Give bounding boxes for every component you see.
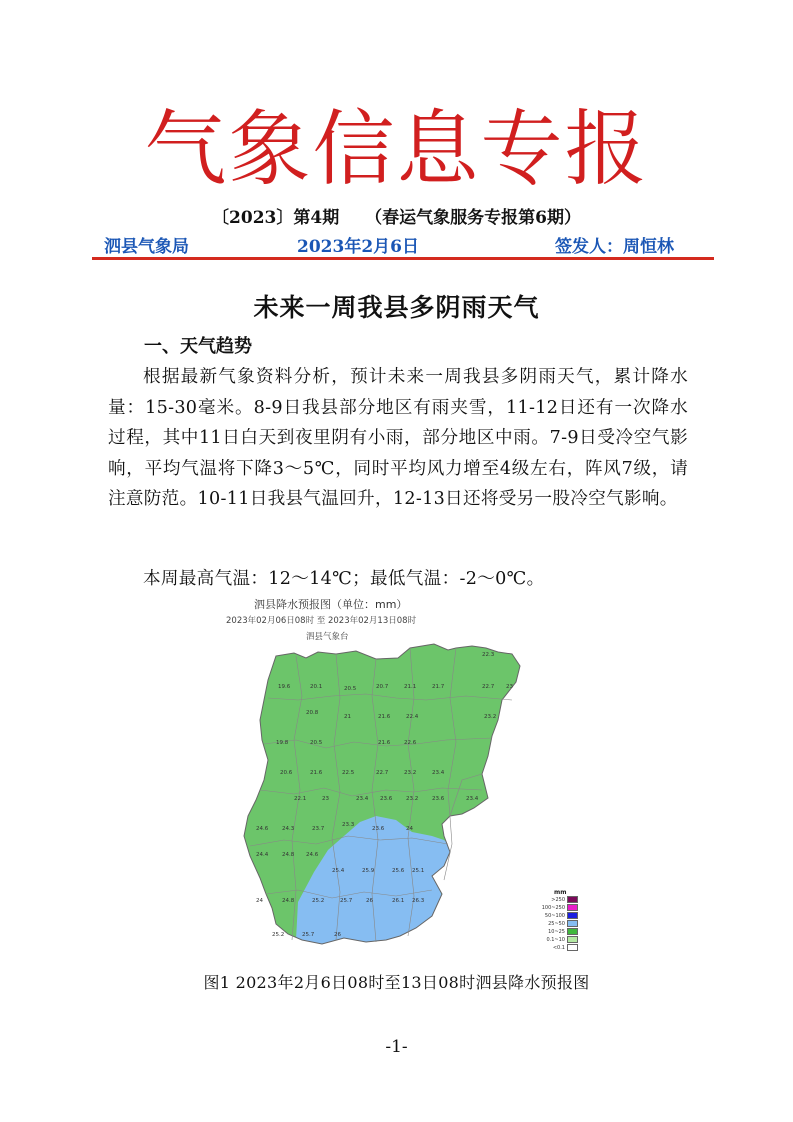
station-value: 20.5: [310, 740, 323, 746]
station-value: 24.3: [282, 826, 295, 832]
station-value: 26: [334, 932, 341, 938]
figure-caption: 图1 2023年2月6日08时至13日08时泗县降水预报图: [203, 973, 590, 992]
legend-label: 10~25: [548, 929, 565, 935]
legend-swatch: [567, 912, 578, 919]
station-value: 25.2: [272, 932, 285, 938]
legend-swatch: [567, 920, 578, 927]
page-number: -1-: [385, 1037, 408, 1057]
station-value: 21.6: [378, 740, 391, 746]
station-value: 26: [366, 898, 373, 904]
legend-swatch: [567, 944, 578, 951]
legend-swatch: [567, 896, 578, 903]
legend-label: 50~100: [544, 913, 565, 919]
station-value: 20.1: [310, 684, 323, 690]
legend-unit: mm: [554, 889, 567, 896]
station-value: 23.2: [484, 714, 497, 720]
body-paragraph: 根据最新气象资料分析，预计未来一周我县多阴雨天气，累计降水量：15-30毫米。8-9日我县部分地区有雨夹雪，11-12日还有一次降水过程，其中11日白天到夜里阴有小雨，部分地区中雨。7-9日受冷空气影响，平均气温将下降3～5℃，同时平均风力增至4级左右，阵风7级，请注意防范。10-11日我县气温回升，12-13日还将受另一股冷空气影响。: [108, 367, 688, 510]
station-value: 22.4: [406, 714, 419, 720]
station-value: 23: [506, 684, 513, 690]
meta-signer: 签发人：周恒林: [555, 237, 674, 257]
station-value: 24.8: [282, 898, 295, 904]
station-value: 24.4: [256, 852, 269, 858]
station-value: 25.1: [412, 868, 425, 874]
station-value: 21.6: [310, 770, 323, 776]
station-value: 24: [256, 898, 263, 904]
station-value: 23.7: [312, 826, 325, 832]
station-value: 20.7: [376, 684, 389, 690]
masthead-title: 气象信息专报: [144, 102, 649, 197]
station-value: 25.2: [312, 898, 325, 904]
station-value: 23.3: [342, 822, 355, 828]
station-value: 22.1: [294, 796, 307, 802]
header-rule: [92, 257, 714, 260]
station-value: 22.7: [376, 770, 389, 776]
station-value: 20.6: [280, 770, 293, 776]
station-value: 20.8: [306, 710, 319, 716]
meta-org: 泗县气象局: [104, 237, 189, 257]
station-value: 23.4: [466, 796, 479, 802]
station-value: 25.9: [362, 868, 375, 874]
legend-item: [540, 936, 580, 944]
map-org: 泗县气象台: [306, 632, 349, 642]
station-value: 26.1: [392, 898, 405, 904]
station-value: 25.6: [392, 868, 405, 874]
legend-label: 0.1~10: [546, 937, 565, 943]
legend-label: >250: [551, 897, 565, 903]
station-value: 20.5: [344, 686, 357, 692]
station-value: 22.3: [482, 652, 495, 658]
legend-item: [540, 904, 580, 912]
legend-item: [540, 944, 580, 952]
legend-label: 100~250: [541, 905, 565, 911]
station-value: 23.4: [432, 770, 445, 776]
station-value: 19.6: [278, 684, 291, 690]
station-value: 21.6: [378, 714, 391, 720]
legend-item: [540, 896, 580, 904]
station-value: 23.2: [406, 796, 419, 802]
station-value: 24.6: [256, 826, 269, 832]
station-value: 25.7: [302, 932, 315, 938]
map-legend: [540, 889, 580, 952]
station-value: 23.2: [404, 770, 417, 776]
legend-swatch: [567, 936, 578, 943]
station-value: 22.5: [342, 770, 355, 776]
precipitation-map: [236, 640, 536, 960]
legend-item: [540, 920, 580, 928]
legend-item: [540, 928, 580, 936]
legend-label: 25~50: [548, 921, 565, 927]
station-value: 21: [344, 714, 351, 720]
station-value: 19.8: [276, 740, 289, 746]
legend-item: [540, 912, 580, 920]
issue-line: [0, 203, 793, 228]
station-value: 23.6: [432, 796, 445, 802]
issue-number: 〔2023〕第4期: [212, 208, 340, 228]
station-value: 24.6: [306, 852, 319, 858]
article-title: 未来一周我县多阴雨天气: [253, 293, 540, 322]
meta-date: 2023年2月6日: [297, 237, 419, 257]
station-value: 23: [322, 796, 329, 802]
temperature-line: 本周最高气温：12～14℃；最低气温：-2～0℃。: [143, 569, 545, 589]
legend-label: <0.1: [552, 945, 565, 951]
station-value: 26.3: [412, 898, 425, 904]
legend-swatch: [567, 928, 578, 935]
station-value: 23.6: [380, 796, 393, 802]
station-value: 23.6: [372, 826, 385, 832]
station-value: 24.8: [282, 852, 295, 858]
legend-swatch: [567, 904, 578, 911]
station-value: 21.7: [432, 684, 445, 690]
station-value: 24: [406, 826, 413, 832]
meta-line: [104, 232, 684, 257]
station-value: 25.7: [340, 898, 353, 904]
station-value: 23.4: [356, 796, 369, 802]
map-subtitle: 2023年02月06日08时 至 2023年02月13日08时: [226, 616, 417, 626]
section-heading: 一、天气趋势: [144, 336, 252, 357]
station-value: 25.4: [332, 868, 345, 874]
station-value: 22.7: [482, 684, 495, 690]
station-value: 22.6: [404, 740, 417, 746]
station-value: 21.1: [404, 684, 417, 690]
map-title: 泗县降水预报图（单位：mm）: [254, 598, 408, 611]
issue-series: （春运气象服务专报第6期）: [365, 208, 581, 228]
